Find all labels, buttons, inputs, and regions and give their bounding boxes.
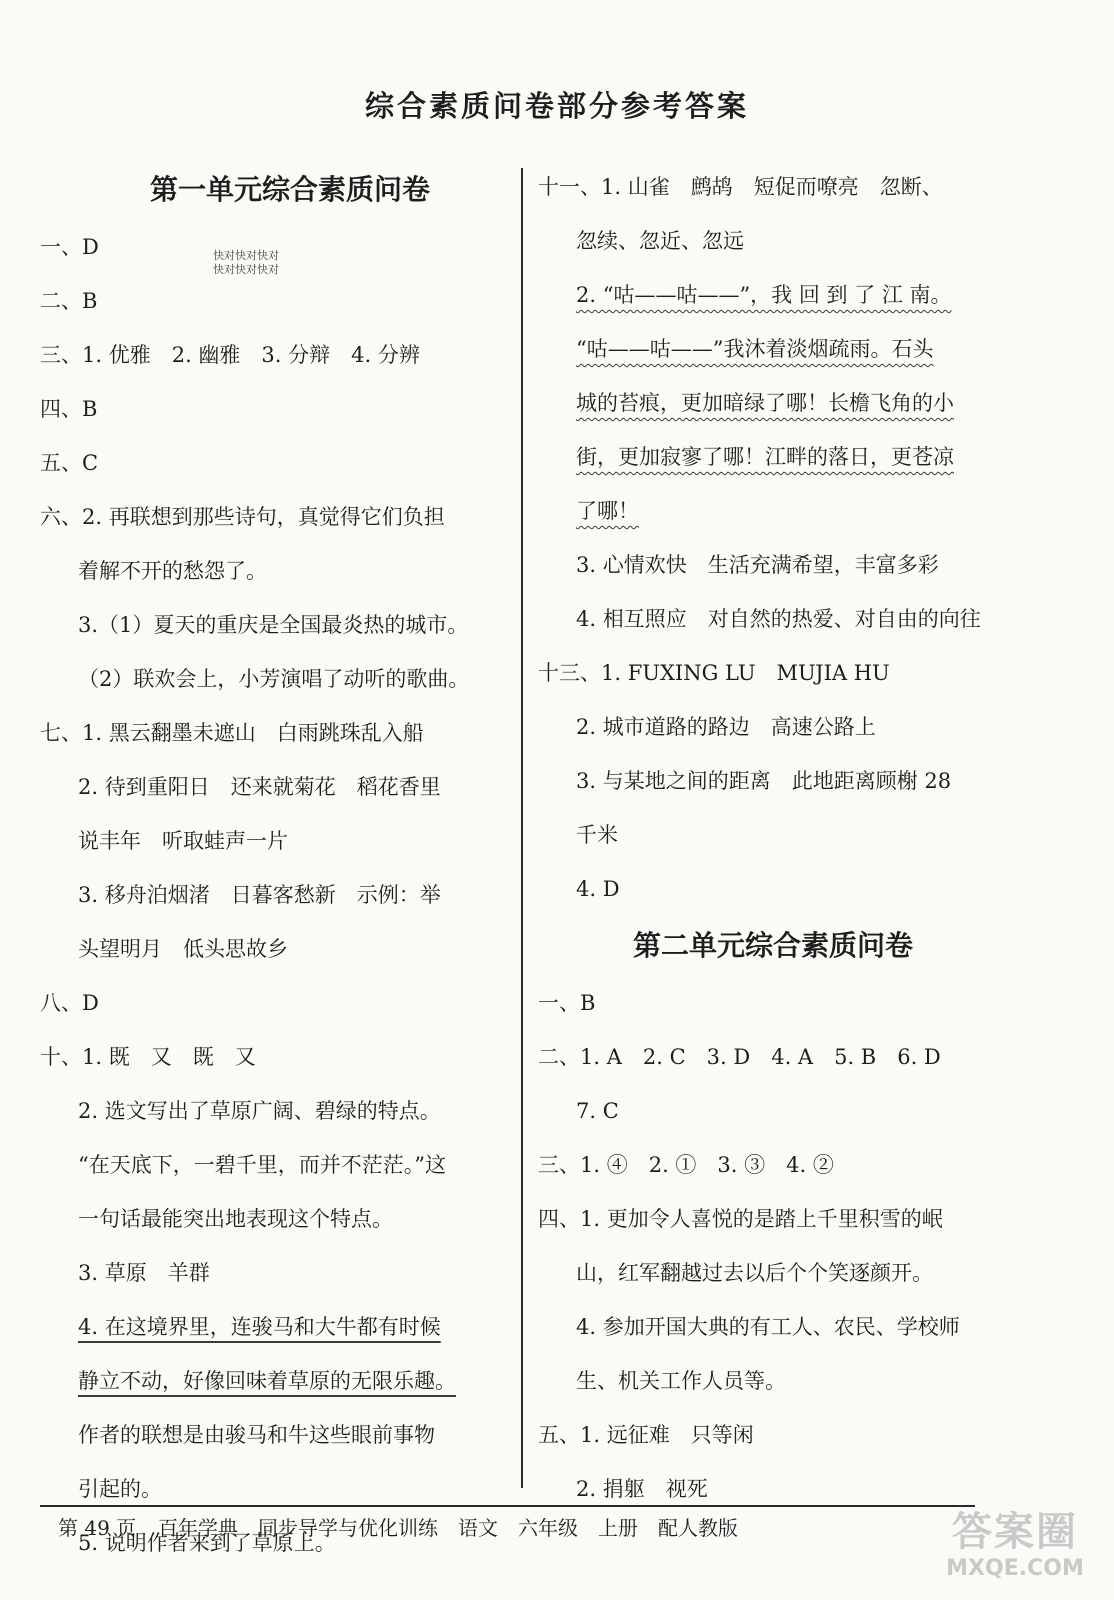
answer-line: 六、2. 再联想到那些诗句，真觉得它们负担 bbox=[40, 505, 445, 529]
answer-line: 五、C bbox=[40, 451, 99, 475]
answer-line-wavy: 城的苔痕，更加暗绿了哪！长檐飞角的小 bbox=[576, 391, 954, 415]
page-footer bbox=[58, 1508, 958, 1548]
answer-line: 头望明月 低头思故乡 bbox=[78, 937, 288, 961]
answer-line: 3. 与某地之间的距离 此地距离顾榭 28 bbox=[576, 769, 952, 793]
answer-line: 着解不开的愁怨了。 bbox=[78, 559, 267, 583]
answer-line: 2. 选文写出了草原广阔、碧绿的特点。 bbox=[78, 1099, 441, 1123]
watermark-url: MXQE.COM bbox=[946, 1556, 1084, 1581]
answer-line: 5. 说明作者来到了草原上。 bbox=[78, 1531, 336, 1555]
answer-line: 作者的联想是由骏马和牛这些眼前事物 bbox=[78, 1423, 435, 1447]
answer-line: 一、B bbox=[538, 991, 596, 1015]
answer-line: 一、D bbox=[40, 235, 99, 259]
answer-line: 千米 bbox=[576, 823, 618, 847]
answer-line-wavy: “咕——咕——”我沐着淡烟疏雨。石头 bbox=[576, 337, 934, 361]
book-title: 百年学典 同步导学与优化训练 语文 六年级 上册 配人教版 bbox=[158, 1516, 738, 1540]
answer-line: “在天底下，一碧千里，而并不茫茫。”这 bbox=[78, 1153, 446, 1177]
answer-line-wavy: 了哪！ bbox=[576, 499, 639, 523]
answer-line: 3. 心情欢快 生活充满希望，丰富多彩 bbox=[576, 553, 939, 577]
answer-line: 生、机关工作人员等。 bbox=[576, 1369, 786, 1393]
answer-line: 七、1. 黑云翻墨未遮山 白雨跳珠乱入船 bbox=[40, 721, 424, 745]
answer-line: 2. 城市道路的路边 高速公路上 bbox=[576, 715, 876, 739]
right-column bbox=[538, 160, 1008, 1516]
answer-line: 2. 捐躯 视死 bbox=[576, 1477, 708, 1501]
answer-line: 4. 相互照应 对自然的热爱、对自由的向往 bbox=[576, 607, 981, 631]
answer-line: 3. 移舟泊烟渚 日暮客愁新 示例：举 bbox=[78, 883, 441, 907]
page-title: 综合素质问卷部分参考答案 bbox=[364, 89, 749, 123]
unit-2-heading: 第二单元综合素质问卷 bbox=[632, 929, 913, 962]
answer-line: 4. 参加开国大典的有工人、农民、学校师 bbox=[576, 1315, 960, 1339]
unit-1-heading: 第一单元综合素质问卷 bbox=[149, 173, 430, 206]
answer-line: 忽续、忽近、忽远 bbox=[576, 229, 744, 253]
footer-rule bbox=[40, 1505, 975, 1507]
answer-line: 引起的。 bbox=[78, 1477, 162, 1501]
answer-line-wavy: 2. “咕——咕——”，我 回 到 了 江 南。 bbox=[576, 283, 952, 307]
answer-line: 7. C bbox=[576, 1099, 619, 1123]
answer-line: 3. 草原 羊群 bbox=[78, 1261, 210, 1285]
answer-line: 三、1. 优雅 2. 幽雅 3. 分辩 4. 分辨 bbox=[40, 343, 420, 367]
watermark-logo: 答案圈 bbox=[952, 1509, 1078, 1555]
stamp-mark: 快对快对快对 快对快对快对 bbox=[213, 249, 279, 276]
answer-line: 十、1. 既 又 既 又 bbox=[40, 1045, 256, 1069]
answer-line: 4. D bbox=[576, 877, 620, 901]
answer-line: 十三、1. FUXING LU MUJIA HU bbox=[538, 661, 890, 685]
answer-line: 四、B bbox=[40, 397, 98, 421]
answer-line: 说丰年 听取蛙声一片 bbox=[78, 829, 288, 853]
site-watermark bbox=[920, 1508, 1110, 1598]
answer-line: 2. 待到重阳日 还来就菊花 稻花香里 bbox=[78, 775, 441, 799]
answer-line: 3.（1）夏天的重庆是全国最炎热的城市。 bbox=[78, 613, 469, 637]
answer-line: 十一、1. 山雀 鹧鸪 短促而嘹亮 忽断、 bbox=[538, 175, 943, 199]
answer-line-underlined: 4. 在这境界里，连骏马和大牛都有时候 bbox=[78, 1315, 441, 1339]
answer-line: 二、1. A 2. C 3. D 4. A 5. B 6. D bbox=[538, 1045, 941, 1069]
answer-line-wavy: 街，更加寂寥了哪！江畔的落日，更苍凉 bbox=[576, 445, 954, 469]
answer-line-underlined: 静立不动，好像回味着草原的无限乐趣。 bbox=[78, 1369, 456, 1393]
answer-line: 一句话最能突出地表现这个特点。 bbox=[78, 1207, 393, 1231]
answer-line: 五、1. 远征难 只等闲 bbox=[538, 1423, 754, 1447]
page-number: 第 49 页 bbox=[58, 1516, 137, 1540]
answer-line: （2）联欢会上，小芳演唱了动听的歌曲。 bbox=[78, 667, 470, 691]
column-divider bbox=[521, 168, 523, 1488]
answer-line: 三、1. ④ 2. ① 3. ③ 4. ② bbox=[538, 1153, 834, 1177]
answer-line: 山，红军翻越过去以后个个笑逐颜开。 bbox=[576, 1261, 933, 1285]
answer-line: 二、B bbox=[40, 289, 98, 313]
answer-line: 四、1. 更加令人喜悦的是踏上千里积雪的岷 bbox=[538, 1207, 943, 1231]
answer-line: 八、D bbox=[40, 991, 99, 1015]
left-column bbox=[40, 160, 510, 1570]
